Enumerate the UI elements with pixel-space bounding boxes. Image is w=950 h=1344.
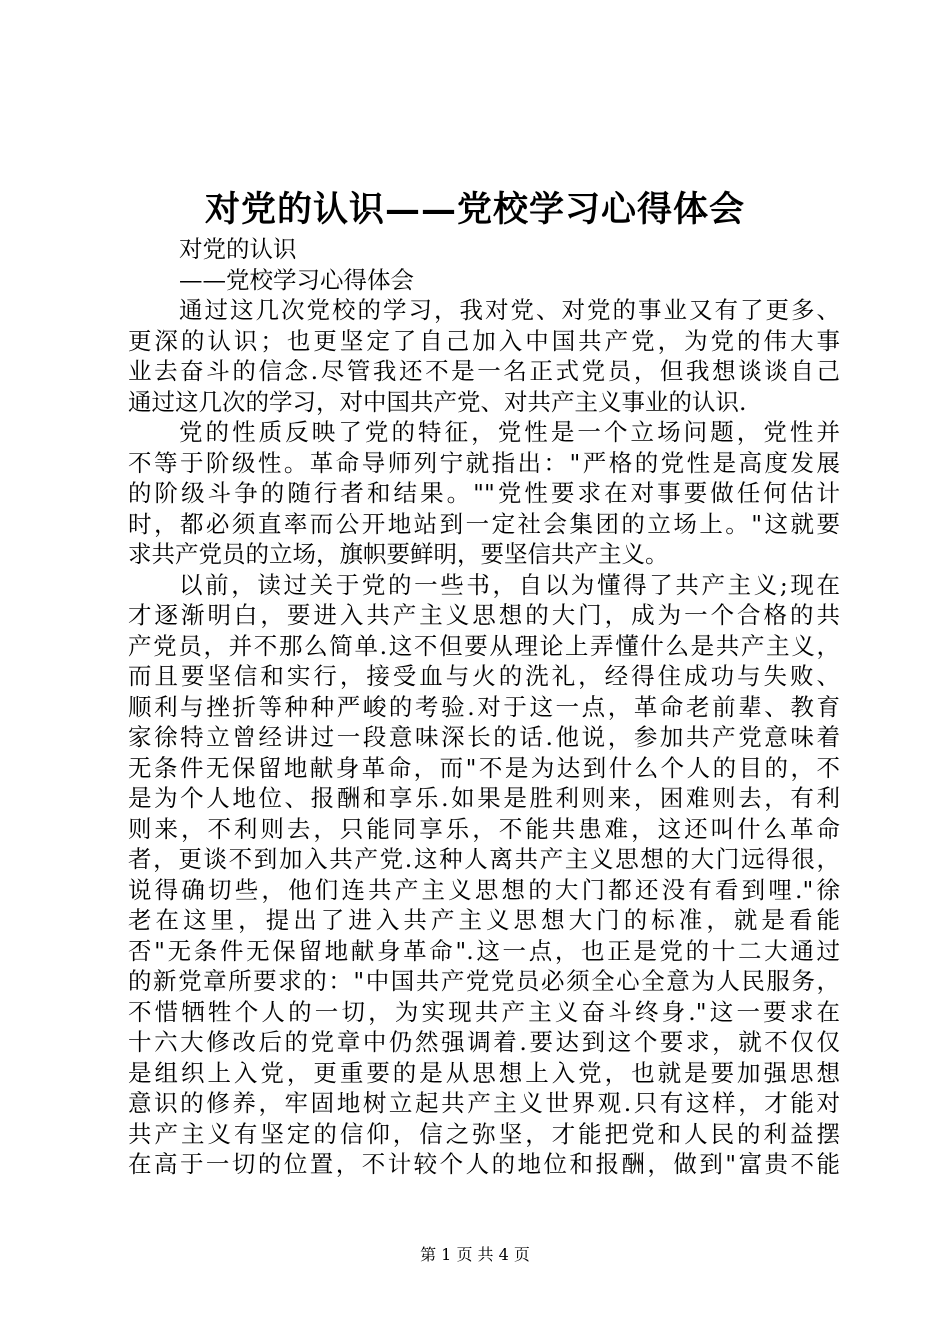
subtitle-line: 对党的认识 xyxy=(179,235,297,263)
paragraph-line: 不等于阶级性。革命导师列宁就指出："严格的党性是高度发展 xyxy=(128,448,840,477)
paragraph-line: 是组织上入党，更重要的是从思想上入党，也就是要加强思想 xyxy=(128,1058,840,1087)
subtitle-line: ——党校学习心得体会 xyxy=(179,265,414,294)
paragraph-line: 则来，不利则去，只能同享乐，不能共患难，这还叫什么革命 xyxy=(128,814,840,843)
paragraph-line: 的阶级斗争的随行者和结果。""党性要求在对事要做任何估计 xyxy=(128,479,840,507)
paragraph-line: 求共产党员的立场，旗帜要鲜明，要坚信共产主义。 xyxy=(128,540,669,568)
paragraph-line: 以前，读过关于党的一些书，自以为懂得了共产主义;现在 xyxy=(179,570,840,599)
paragraph-line: 在高于一切的位置，不计较个人的地位和报酬，做到"富贵不能 xyxy=(128,1150,840,1178)
paragraph-line: 通过这几次党校的学习，我对党、对党的事业又有了更多、 xyxy=(179,296,840,324)
paragraph-line: 而且要坚信和实行，接受血与火的洗礼，经得住成功与失败、 xyxy=(128,662,840,690)
paragraph-line: 时，都必须直率而公开地站到一定社会集团的立场上。"这就要 xyxy=(128,509,840,538)
paragraph-line: 说得确切些，他们连共产主义思想的大门都还没有看到哩."徐 xyxy=(128,875,840,904)
paragraph-line: 老在这里，提出了进入共产主义思想大门的标准，就是看能 xyxy=(128,906,840,934)
paragraph-line: 是为个人地位、报酬和享乐.如果是胜利则来，困难则去，有利 xyxy=(128,784,840,812)
paragraph-line: 共产主义有坚定的信仰，信之弥坚，才能把党和人民的利益摆 xyxy=(128,1119,840,1148)
paragraph-line: 不惜牺牲个人的一切，为实现共产主义奋斗终身."这一要求在 xyxy=(128,997,840,1026)
paragraph-line: 意识的修养，牢固地树立起共产主义世界观.只有这样，才能对 xyxy=(128,1089,840,1117)
paragraph-line: 产党员，并不那么简单.这不但要从理论上弄懂什么是共产主义， xyxy=(128,631,840,660)
paragraph-line: 的新党章所要求的："中国共产党党员必须全心全意为人民服务， xyxy=(128,967,840,995)
paragraph-line: 业去奋斗的信念.尽管我还不是一名正式党员，但我想谈谈自己 xyxy=(128,357,840,385)
paragraph-line: 更深的认识；也更坚定了自己加入中国共产党，为党的伟大事 xyxy=(128,326,840,355)
paragraph-line: 顺利与挫折等种种严峻的考验.对于这一点，革命老前辈、教育 xyxy=(128,692,840,721)
document-body xyxy=(128,234,840,1180)
paragraph-line: 党的性质反映了党的特征，党性是一个立场问题，党性并 xyxy=(179,418,840,446)
paragraph-line: 否"无条件无保留地献身革命".这一点，也正是党的十二大通过 xyxy=(128,936,840,965)
paragraph-line: 十六大修改后的党章中仍然强调着.要达到这个要求，就不仅仅 xyxy=(128,1028,840,1056)
paragraph-line: 家徐特立曾经讲过一段意味深长的话.他说，参加共产党意味着 xyxy=(128,723,840,751)
page-title: 对党的认识——党校学习心得体会 xyxy=(204,189,745,230)
paragraph-line: 才逐渐明白，要进入共产主义思想的大门，成为一个合格的共 xyxy=(128,601,840,629)
page-number: 第 1 页 共 4 页 xyxy=(420,1245,530,1264)
paragraph-line: 通过这几次的学习，对中国共产党、对共产主义事业的认识. xyxy=(128,387,747,416)
paragraph-line: 者，更谈不到加入共产党.这种人离共产主义思想的大门远得很， xyxy=(128,845,840,873)
paragraph-line: 无条件无保留地献身革命，而"不是为达到什么个人的目的，不 xyxy=(128,753,840,782)
